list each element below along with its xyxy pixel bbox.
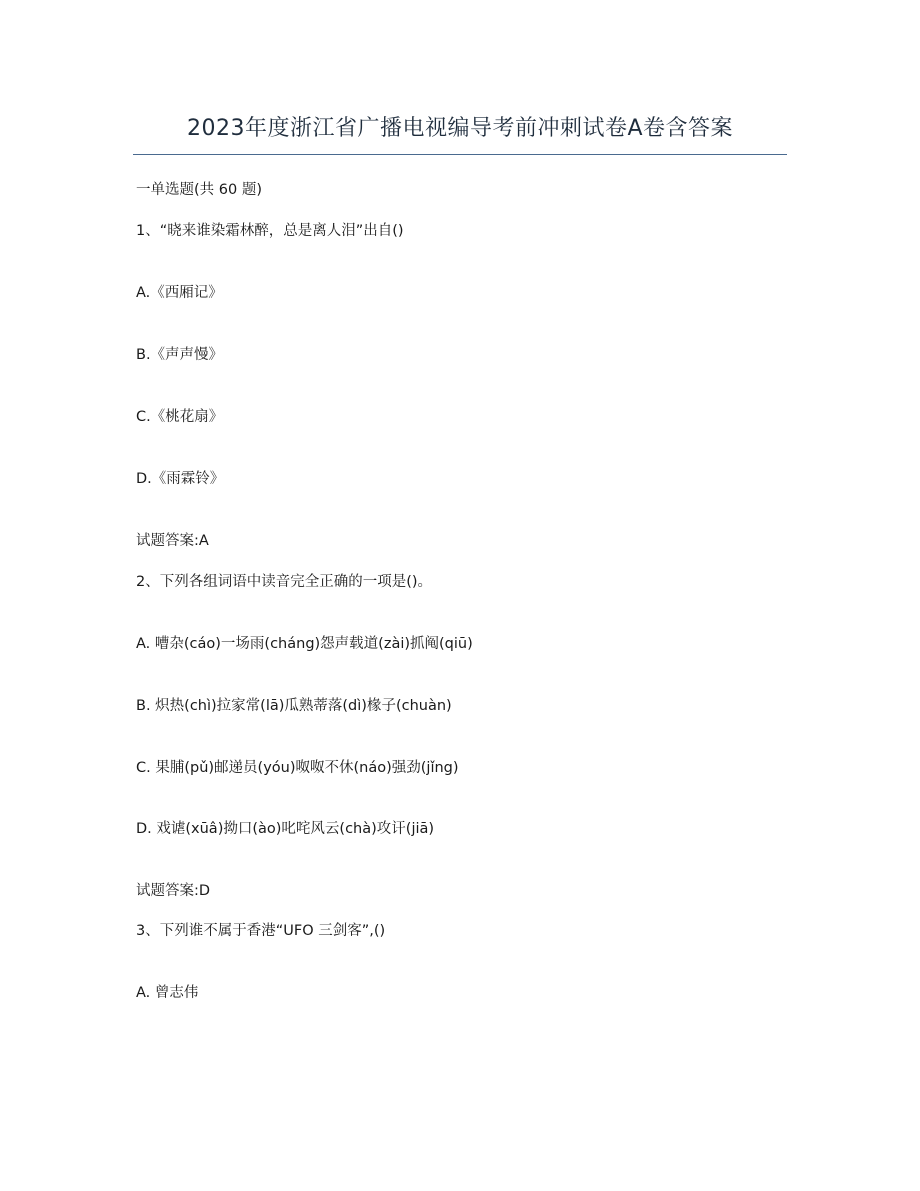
question-2-option-b: B. 炽热(chì)拉家常(lā)瓜熟蒂落(dì)椽子(chuàn) xyxy=(136,698,452,714)
question-1-stem: 1、“晓来谁染霜林醉，总是离人泪”出自() xyxy=(136,223,404,239)
question-1-option-d: D.《雨霖铃》 xyxy=(136,471,225,487)
section-header: 一单选题(共 60 题) xyxy=(136,182,262,198)
title-underline xyxy=(133,154,787,155)
question-2-option-c: C. 果脯(pǔ)邮递员(yóu)呶呶不休(náo)强劲(jǐng) xyxy=(136,760,459,776)
question-2-stem: 2、下列各组词语中读音完全正确的一项是()。 xyxy=(136,574,433,590)
question-2-option-d: D. 戏谑(xūâ)拗口(ào)叱咤风云(chà)攻讦(jiā) xyxy=(136,821,435,837)
question-1-option-a: A.《西厢记》 xyxy=(136,285,223,301)
question-3-stem: 3、下列谁不属于香港“UFO 三剑客”,() xyxy=(136,923,386,939)
page-title: 2023年度浙江省广播电视编导考前冲刺试卷A卷含答案 xyxy=(186,116,734,141)
question-1-answer: 试题答案:A xyxy=(136,533,209,549)
question-2-option-a: A. 嘈杂(cáo)一场雨(cháng)怨声载道(zài)抓阄(qiū) xyxy=(136,636,473,652)
question-1-option-c: C.《桃花扇》 xyxy=(136,409,224,425)
question-1-option-b: B.《声声慢》 xyxy=(136,347,224,363)
question-2-answer: 试题答案:D xyxy=(136,883,211,899)
question-3-option-a: A. 曾志伟 xyxy=(136,985,199,1001)
